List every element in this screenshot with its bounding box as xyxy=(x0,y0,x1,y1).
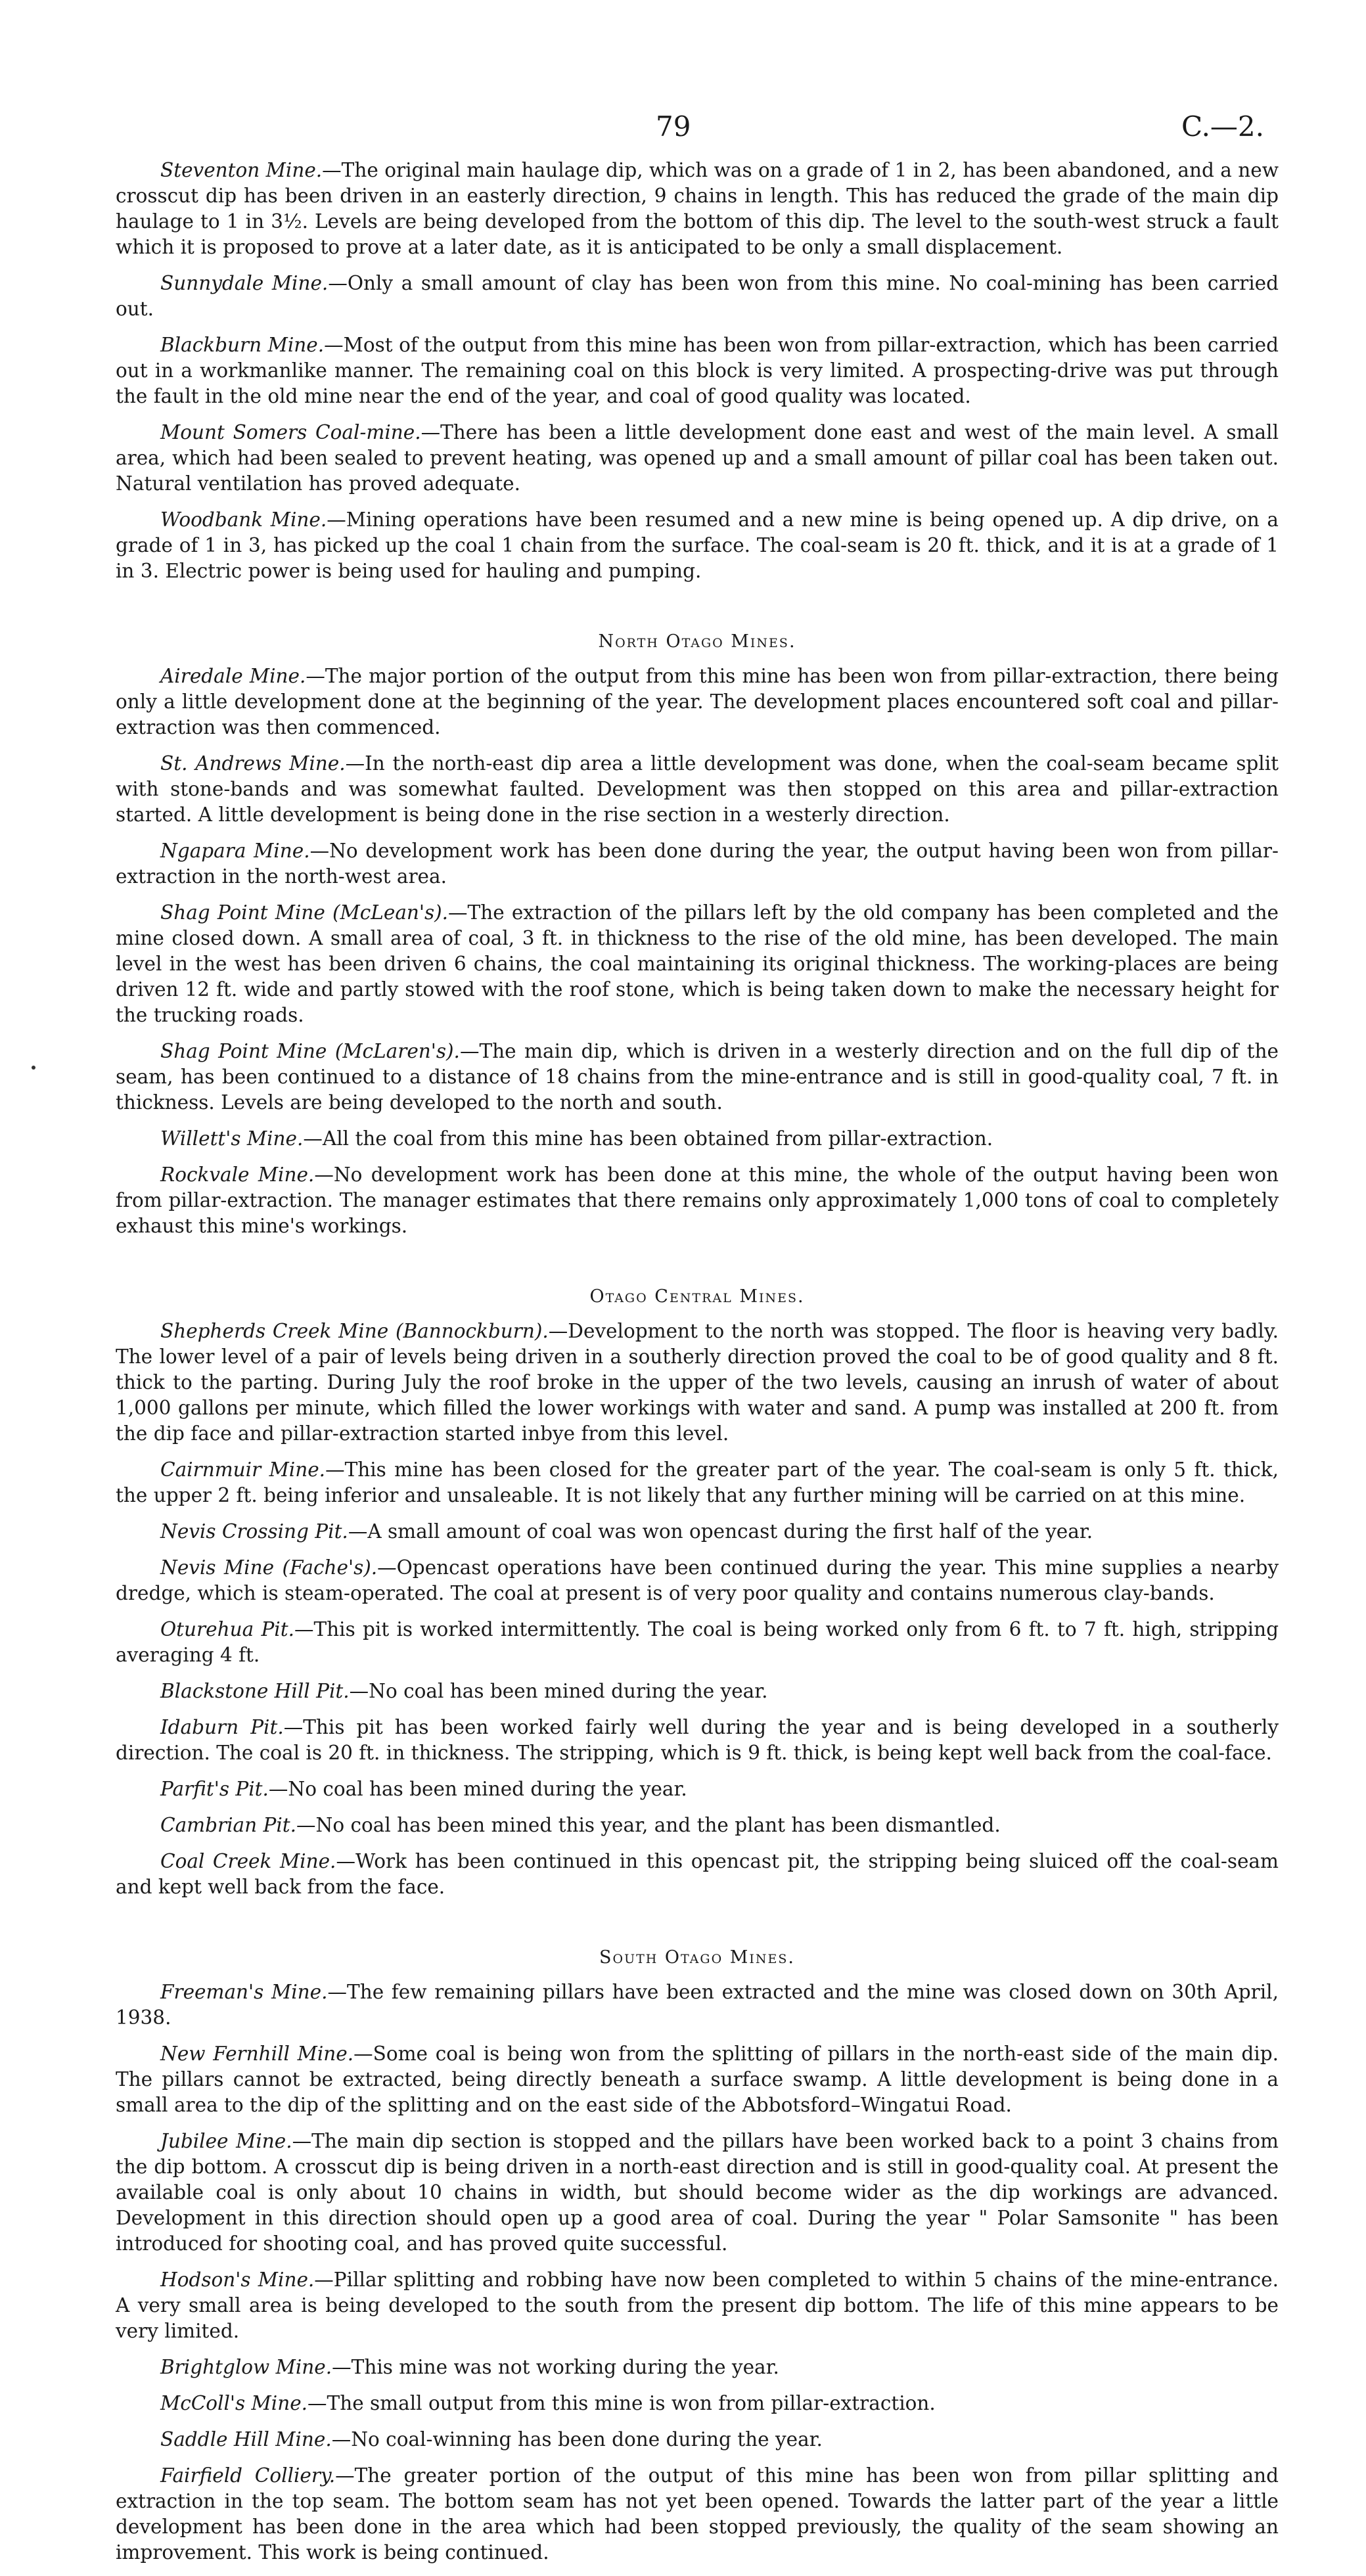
mine-title: Fairfield Colliery. xyxy=(160,2464,336,2487)
mine-text: —There has been a little development done east and west of the main level. A small area, which had been sealed to prevent heating, was opened up and a small amount of pillar coal has been taken out. Natural ventilation has proved adequate. xyxy=(116,421,1279,495)
mine-entry xyxy=(116,1776,1279,1802)
mine-text: —The main dip, which is driven in a westerly direction and on the full dip of the seam, has been continued to a distance of 18 chains from the mine-entrance and is still in good-quality coal, 7 ft. in thickness. Levels are being developed to the north and south. xyxy=(116,1040,1279,1114)
mine-title: Airedale Mine. xyxy=(160,665,306,687)
mine-title: Hodson's Mine. xyxy=(160,2269,315,2291)
mine-title: Shag Point Mine (McLean's). xyxy=(160,901,449,924)
mine-text: —The major portion of the output from this mine has been won from pillar-extraction, there being only a little development done at the beginning of the year. The development places encountered soft coal and pillar-extraction was then commenced. xyxy=(116,665,1279,738)
mine-text: —Pillar splitting and robbing have now been completed to within 5 chains of the mine-entrance. A very small area is being developed to the south from the present dip bottom. The life of this mine appears to be very limited. xyxy=(116,2269,1279,2342)
intro-section xyxy=(116,158,1279,584)
mine-text: —This pit has been worked fairly well during the year and is being developed in a southerly direction. The coal is 20 ft. in thickness. The stripping, which is 9 ft. thick, is being kept well back from the coal-face. xyxy=(116,1716,1279,1764)
mine-text: —In the north-east dip area a little development was done, when the coal-seam became split with stone-bands and was somewhat faulted. Development was then stopped on this area and pillar-extraction started. A little development is being done in the rise section in a westerly direction. xyxy=(116,752,1279,826)
mine-title: Cambrian Pit. xyxy=(160,1814,297,1836)
mine-title: Sunnydale Mine. xyxy=(160,272,329,294)
mine-title: Ngapara Mine. xyxy=(160,840,310,862)
mine-title: Idaburn Pit. xyxy=(160,1716,284,1738)
mine-text: —Opencast operations have been continued during the year. This mine supplies a nearby dredge, which is steam-operated. The coal at present is of very poor quality and contains numerous clay-bands. xyxy=(116,1556,1279,1604)
section-heading: Otago Central Mines. xyxy=(589,1286,805,1307)
mine-title: Mount Somers Coal-mine. xyxy=(160,421,421,443)
mine-entry xyxy=(116,158,1279,260)
mine-title: Nevis Crossing Pit. xyxy=(160,1520,348,1543)
mine-text: —The greater portion of the output of this mine has been won from pillar splitting and extraction in the top seam. The bottom seam has not yet been opened. Towards the latter part of the year a little development has been done in the area which had been stopped previously, the quality of the seam showing an improvement. This work is being continued. xyxy=(116,2464,1279,2564)
mine-text: —The original main haulage dip, which was on a grade of 1 in 2, has been abandoned, and a new crosscut dip has been driven in an easterly direction, 9 chains in length. This has reduced the grade of the main dip haulage to 1 in 3½. Levels are being developed from the bottom of this dip. The level to the south-west struck a fault which it is proposed to prove at a later date, as it is anticipated to be only a small displacement. xyxy=(116,159,1279,258)
mine-entry xyxy=(116,1319,1279,1447)
mine-text: —Most of the output from this mine has been won from pillar-extraction, which has been carried out in a workmanlike manner. The remaining coal on this block is very limited. A prospecting-drive was put through the fault in the old mine near the end of the year, and coal of good quality was located. xyxy=(116,334,1279,407)
mine-text: —Work has been continued in this opencast pit, the stripping being sluiced off the coal-seam and kept well back from the face. xyxy=(116,1850,1279,1898)
mine-text: —No coal has been mined during the year. xyxy=(268,1778,687,1800)
mine-title: Blackstone Hill Pit. xyxy=(160,1680,350,1702)
mine-text: —Only a small amount of clay has been won from this mine. No coal-mining has been carried out. xyxy=(116,272,1279,320)
mine-title: Rockvale Mine. xyxy=(160,1164,315,1186)
section-heading: South Otago Mines. xyxy=(599,1947,795,1968)
mine-title: Oturehua Pit. xyxy=(160,1618,294,1640)
mine-text: —No development work has been done at this mine, the whole of the output having been won from pillar-extraction. The manager estimates that there remains only approximately 1,000 tons of coal to completely exhaust this mine's workings. xyxy=(116,1164,1279,1237)
mine-entry xyxy=(116,1162,1279,1239)
mine-entry xyxy=(116,1813,1279,1838)
mine-text: —The main dip section is stopped and the pillars have been worked back to a point 3 chains from the dip bottom. A crosscut dip is being driven in a north-east direction and is still in good-quality coal. At present the available coal is only about 10 chains in width, but should become wider as the dip workings are advanced. Development in this direction should open up a good area of coal. During the year " Polar Samsonite " has been introduced for shooting coal, and has proved quite successful. xyxy=(116,2130,1279,2255)
mine-entry xyxy=(116,1039,1279,1116)
mine-text: —No coal-winning has been done during the year. xyxy=(331,2428,823,2451)
mine-title: Coal Creek Mine. xyxy=(160,1850,336,1872)
mine-entry xyxy=(116,2391,1279,2416)
mine-text: —The few remaining pillars have been extracted and the mine was closed down on 30th April, 1938. xyxy=(116,1981,1279,2029)
mine-entry xyxy=(116,1617,1279,1668)
mine-text: —No coal has been mined during the year. xyxy=(349,1680,768,1702)
mine-text: —This pit is worked intermittently. The coal is being worked only from 6 ft. to 7 ft. high, stripping averaging 4 ft. xyxy=(116,1618,1279,1666)
mine-text: —No development work has been done during the year, the output having been won from pillar-extraction in the north-west area. xyxy=(116,840,1279,888)
mine-title: Brightglow Mine. xyxy=(160,2356,332,2378)
mine-entry xyxy=(116,1849,1279,1900)
mine-entry xyxy=(116,2355,1279,2380)
mine-title: Willett's Mine. xyxy=(160,1127,304,1150)
mine-entry xyxy=(116,1979,1279,2031)
mine-entry xyxy=(116,838,1279,890)
document-page xyxy=(116,0,1279,2576)
mine-title: New Fernhill Mine. xyxy=(160,2043,354,2065)
mine-entry xyxy=(116,664,1279,740)
page-number: 79 xyxy=(656,110,691,143)
mine-title: Nevis Mine (Fache's). xyxy=(160,1556,378,1579)
mine-text: —Development to the north was stopped. The floor is heaving very badly. The lower level of a pair of levels being driven in a southerly direction proved the coal to be of good quality and 8 ft. thick to the parting. During July the roof broke in the upper of the two levels, causing an inrush of water of about 1,000 gallons per minute, which filled the lower workings with water and sand. A pump was installed at 200 ft. from the dip face and pillar-extraction started inbye from this level. xyxy=(116,1320,1279,1445)
mine-entry xyxy=(116,507,1279,584)
mine-entry xyxy=(116,1126,1279,1152)
document-reference: C.—2. xyxy=(1181,110,1264,143)
mine-entry xyxy=(116,900,1279,1028)
section-heading: North Otago Mines. xyxy=(598,631,796,652)
mine-entry xyxy=(116,1679,1279,1704)
otago-central-section xyxy=(116,1286,1279,1900)
mine-entry xyxy=(116,271,1279,322)
mine-title: Cairnmuir Mine. xyxy=(160,1458,326,1481)
mine-entry xyxy=(116,2427,1279,2452)
mine-title: Shepherds Creek Mine (Bannockburn). xyxy=(160,1320,549,1342)
mine-entry xyxy=(116,1457,1279,1508)
mine-title: Jubilee Mine. xyxy=(160,2130,292,2152)
mine-entry xyxy=(116,1715,1279,1766)
mine-text: —The small output from this mine is won from pillar-extraction. xyxy=(307,2392,936,2414)
mine-text: —This mine has been closed for the greater part of the year. The coal-seam is only 5 ft. thick, the upper 2 ft. being inferior and unsaleable. It is not likely that any further mining will be carried on at this mine. xyxy=(116,1458,1279,1506)
mine-entry xyxy=(116,332,1279,409)
mine-text: —All the coal from this mine has been obtained from pillar-extraction. xyxy=(303,1127,993,1150)
mine-entry xyxy=(116,2267,1279,2344)
mine-entry xyxy=(116,751,1279,828)
mine-entry xyxy=(116,1555,1279,1606)
mine-text: —Mining operations have been resumed and a new mine is being opened up. A dip drive, on a grade of 1 in 3, has picked up the coal 1 chain from the surface. The coal-seam is 20 ft. thick, and it is at a grade of 1 in 3. Electric power is being used for hauling and pumping. xyxy=(116,508,1279,582)
south-otago-section xyxy=(116,1947,1279,2565)
mine-title: Parfit's Pit. xyxy=(160,1778,269,1800)
mine-title: Blackburn Mine. xyxy=(160,334,325,356)
mine-text: —A small amount of coal was won opencast during the first half of the year. xyxy=(348,1520,1093,1543)
mine-title: Freeman's Mine. xyxy=(160,1981,328,2003)
mine-entry xyxy=(116,420,1279,497)
margin-mark xyxy=(32,1066,35,1070)
mine-title: Shag Point Mine (McLaren's). xyxy=(160,1040,460,1062)
mine-entry xyxy=(116,2041,1279,2118)
mine-title: McColl's Mine. xyxy=(160,2392,308,2414)
mine-title: St. Andrews Mine. xyxy=(160,752,346,775)
mine-entry xyxy=(116,1519,1279,1545)
mine-title: Steventon Mine. xyxy=(160,159,323,181)
mine-text: —Some coal is being won from the splitting of pillars in the north-east side of the main dip. The pillars cannot be extracted, being directly beneath a surface swamp. A little development is being done in a small area to the dip of the splitting and on the east side of the Abbotsford–Wingatui Road. xyxy=(116,2043,1279,2116)
mine-title: Saddle Hill Mine. xyxy=(160,2428,332,2451)
mine-entry xyxy=(116,2129,1279,2257)
page-header xyxy=(116,0,1279,158)
north-otago-section xyxy=(116,631,1279,1239)
mine-entry xyxy=(116,2463,1279,2565)
mine-title: Woodbank Mine. xyxy=(160,508,327,531)
mine-text: —This mine was not working during the year. xyxy=(332,2356,779,2378)
mine-text: —The extraction of the pillars left by the old company has been completed and the mine closed down. A small area of coal, 3 ft. in thickness to the rise of the old mine, has been developed. The main level in the west has been driven 6 chains, the coal maintaining its original thickness. The working-places are being driven 12 ft. wide and partly stowed with the roof stone, which is being taken down to make the necessary height for the trucking roads. xyxy=(116,901,1279,1026)
mine-text: —No coal has been mined this year, and the plant has been dismantled. xyxy=(296,1814,1001,1836)
